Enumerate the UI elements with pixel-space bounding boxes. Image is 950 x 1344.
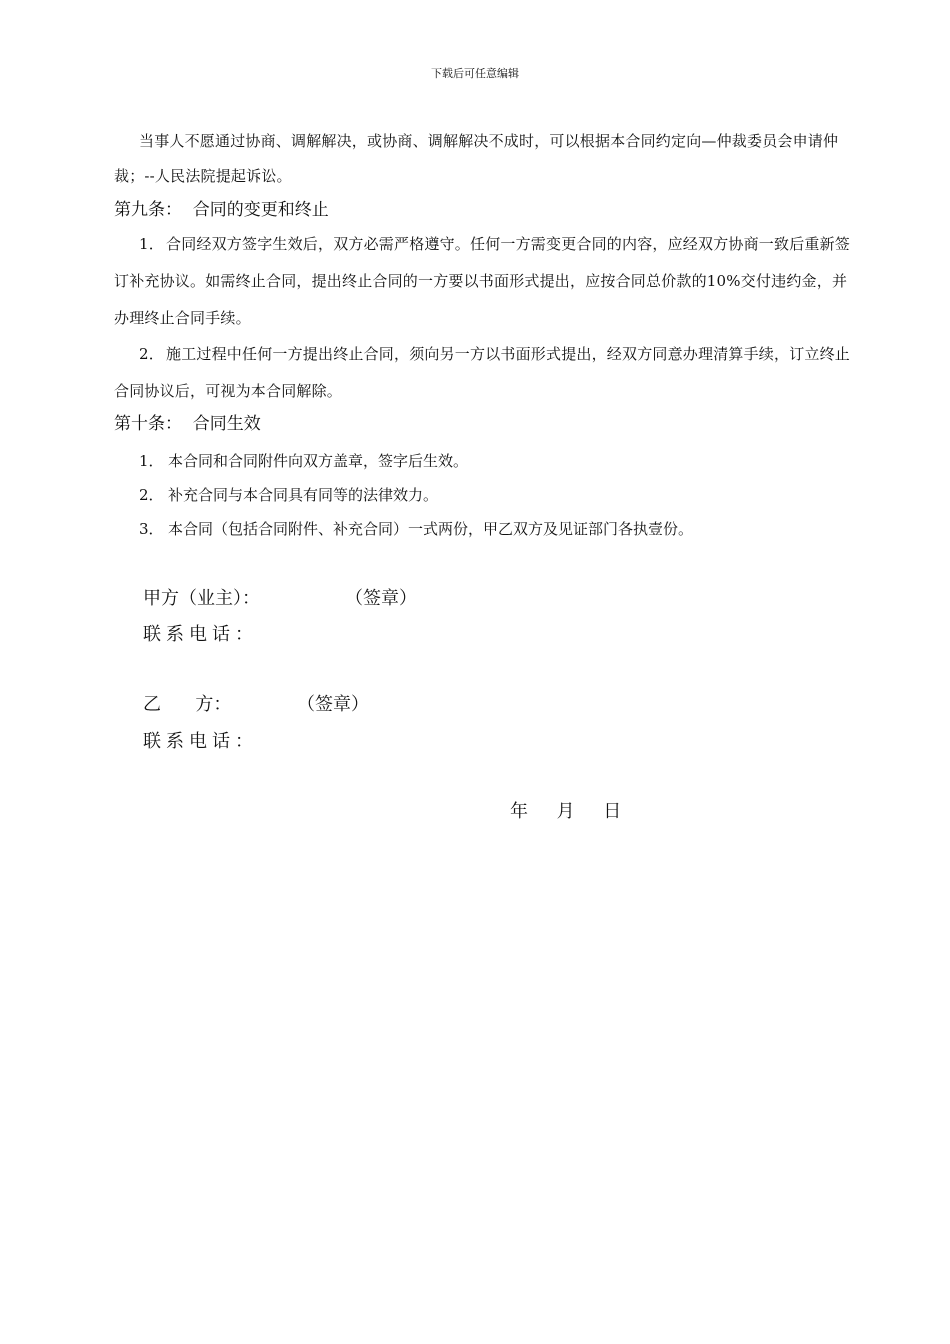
page-header-note: 下载后可任意编辑: [431, 67, 519, 80]
item-number: 2．: [139, 345, 164, 363]
article-10-item-3: [139, 517, 693, 541]
item-number: 1．: [139, 452, 164, 470]
article-10-item-2: [139, 483, 438, 507]
signing-date: 年 月 日: [510, 801, 622, 822]
party-a-seal: （签章）: [345, 588, 417, 609]
item-text: 本合同（包括合同附件、补充合同）一式两份，甲乙双方及见证部门各执壹份。: [168, 520, 694, 538]
party-a-phone-label: 联系电话：: [143, 624, 258, 645]
item-text: 补充合同与本合同具有同等的法律效力。: [168, 486, 439, 504]
item-number: 2．: [139, 486, 164, 504]
party-b-seal: （签章）: [297, 694, 369, 715]
item-number: 1．: [139, 235, 164, 253]
item-text: 合同经双方签字生效后，双方必需严格遵守。任何一方需变更合同的内容，应经双方协商一致后重新签订补充协议。如需终止合同，提出终止合同的一方要以书面形式提出，应按合同总价款的10%交付违约金，并办理终止合同手续。: [114, 235, 851, 327]
article-10-heading: 第十条： 合同生效: [114, 414, 261, 434]
article-9-item-2: [114, 336, 860, 410]
party-b-label: 乙 方：: [143, 694, 232, 715]
party-a-label: 甲方（业主）：: [143, 588, 260, 609]
item-text: 施工过程中任何一方提出终止合同，须向另一方以书面形式提出，经双方同意办理清算手续，订立终止合同协议后，可视为本合同解除。: [114, 345, 851, 400]
party-b-phone-label: 联系电话：: [143, 731, 258, 752]
item-number: 3．: [139, 520, 164, 538]
article-9-item-1: [114, 226, 860, 337]
article-9-heading: 第九条： 合同的变更和终止: [114, 200, 329, 220]
article-10-item-1: [139, 449, 468, 473]
dispute-resolution-paragraph: 当事人不愿通过协商、调解解决，或协商、调解解决不成时，可以根据本合同约定向—仲裁委员会申请仲裁；--人民法院提起诉讼。: [114, 132, 839, 185]
item-text: 本合同和合同附件向双方盖章，签字后生效。: [168, 452, 469, 470]
